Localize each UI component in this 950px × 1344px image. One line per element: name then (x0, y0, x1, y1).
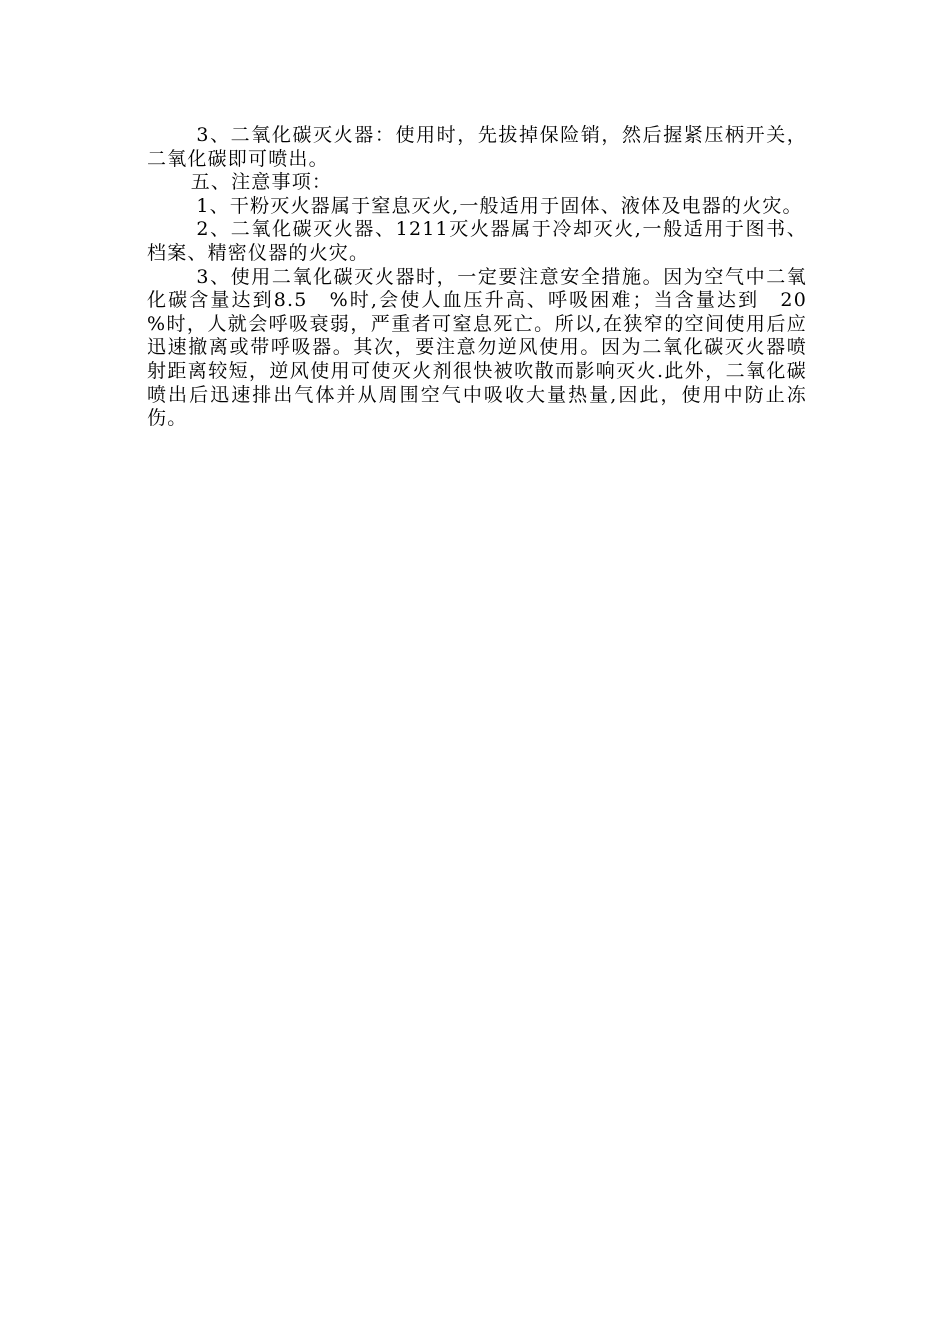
paragraph-note-co2-1211: 2、二氧化碳灭火器、1211灭火器属于冷却灭火,一般适用于图书、档案、精密仪器的火灾。 (147, 218, 807, 264)
paragraph-note-co2-safety: 3、使用二氧化碳灭火器时，一定要注意安全措施。因为空气中二氧化碳含量达到8.5 %时,会使人血压升高、呼吸困难；当含量达到 20 %时，人就会呼吸衰弱，严重者可窒息死亡。所以,在狭窄的空间使用后应迅速撤离或带呼吸器。其次，要注意勿逆风使用。因为二氧化碳灭火器喷射距离较短，逆风使用可使灭火剂很快被吹散而影响灭火.此外，二氧化碳喷出后迅速排出气体并从周围空气中吸收大量热量,因此，使用中防止冻伤。 (147, 265, 828, 430)
paragraph-note-dry-powder: 1、干粉灭火器属于窒息灭火,一般适用于固体、液体及电器的火灾。 (196, 194, 803, 217)
section-heading-precautions: 五、注意事项： (190, 171, 333, 194)
paragraph-co2-extinguisher-usage: 3、二氧化碳灭火器：使用时，先拔掉保险销，然后握紧压柄开关，二氧化碳即可喷出。 (147, 124, 807, 170)
document-body (147, 124, 828, 431)
